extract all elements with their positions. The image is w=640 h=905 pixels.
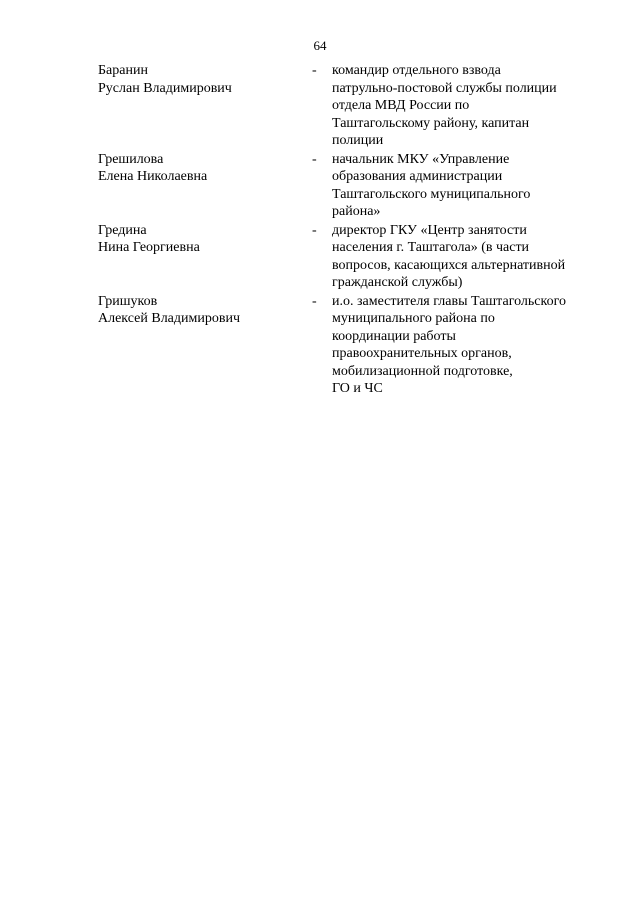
position-line: патрульно-постовой службы полиции: [332, 80, 557, 96]
member-surname: Баранин: [98, 63, 148, 78]
position-line: населения г. Таштагола» (в части: [332, 240, 530, 255]
position-line: мобилизационной подготовке,: [332, 363, 513, 379]
position-line: Таштагольскому району, капитан: [332, 115, 530, 131]
member-entry-greshilova: [98, 151, 598, 221]
position-line: и.о. заместителя главы Таштагольского: [332, 293, 566, 309]
member-entry-baranin: [98, 62, 598, 150]
position-line: района»: [332, 204, 381, 219]
member-position: [332, 222, 598, 292]
position-line: начальник МКУ «Управление: [332, 151, 510, 167]
position-line: Таштагольского муниципального: [332, 186, 531, 202]
member-surname: Гредина: [98, 222, 147, 238]
commission-member-list: [98, 62, 598, 399]
member-given-names: Нина Георгиевна: [98, 240, 200, 255]
position-line: координации работы: [332, 328, 456, 344]
position-line: отдела МВД России по: [332, 98, 470, 113]
dash-separator: -: [312, 222, 317, 238]
member-position: [332, 62, 598, 150]
member-position: [332, 293, 598, 398]
page-number: 64: [313, 38, 327, 53]
member-name: [98, 293, 312, 328]
member-given-names: Руслан Владимирович: [98, 80, 232, 96]
member-given-names: Алексей Владимирович: [98, 311, 241, 326]
position-line: гражданской службы): [332, 275, 463, 290]
member-name: [98, 62, 312, 97]
dash-separator: -: [312, 63, 317, 78]
member-entry-grishukov: [98, 293, 598, 398]
dash-separator: -: [312, 293, 317, 309]
member-given-names: Елена Николаевна: [98, 169, 208, 184]
position-line: командир отдельного взвода: [332, 63, 501, 78]
position-line: полиции: [332, 133, 384, 148]
member-surname: Грешилова: [98, 151, 164, 167]
member-surname: Гришуков: [98, 293, 158, 309]
member-entry-gredina: [98, 222, 598, 292]
position-line: правоохранительных органов,: [332, 346, 512, 361]
dash-separator: -: [312, 151, 317, 167]
member-position: [332, 151, 598, 221]
position-line: директор ГКУ «Центр занятости: [332, 222, 527, 238]
member-name: [98, 222, 312, 257]
position-line: образования администрации: [332, 169, 503, 184]
member-name: [98, 151, 312, 186]
position-line: муниципального района по: [332, 311, 495, 326]
position-line: ГО и ЧС: [332, 381, 383, 396]
position-line: вопросов, касающихся альтернативной: [332, 257, 566, 273]
